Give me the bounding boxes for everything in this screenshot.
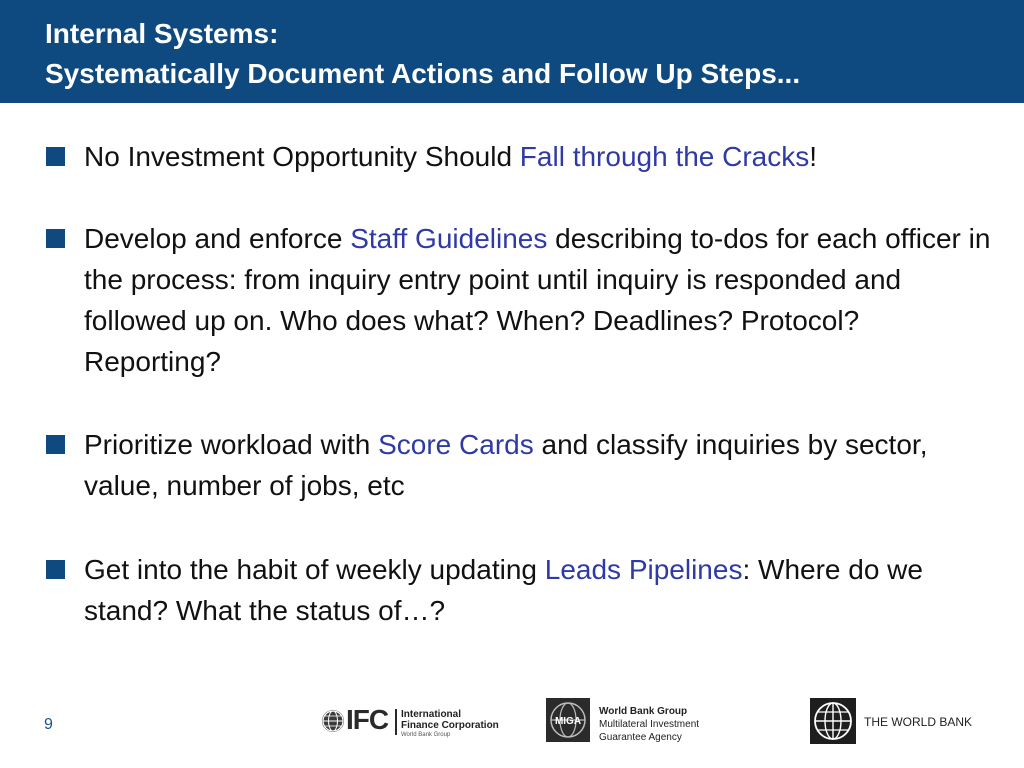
square-bullet-icon bbox=[46, 229, 65, 248]
bullet-item bbox=[84, 218, 994, 382]
square-bullet-icon bbox=[46, 147, 65, 166]
bullet-text-end: ! bbox=[809, 141, 818, 172]
ifc-wordmark: IFC bbox=[346, 704, 389, 735]
miga-name bbox=[599, 705, 699, 744]
ifc-logo bbox=[322, 706, 502, 738]
bullet-text: No Investment Opportunity Should bbox=[84, 141, 520, 172]
bullet-text-end: and classify inquiries by sector, value, number of jobs, etc bbox=[84, 429, 928, 501]
world-bank-name: THE WORLD BANK bbox=[864, 715, 973, 729]
slide-title-line-2: Systematically Document Actions and Follow Up Steps... bbox=[45, 58, 801, 89]
miga-name-line-1: World Bank Group bbox=[599, 706, 688, 717]
miga-name-line-2: Multilateral Investment bbox=[599, 719, 700, 730]
bullet-item bbox=[84, 136, 994, 177]
page-number: 9 bbox=[44, 716, 53, 733]
ifc-name-line-1: International bbox=[401, 709, 462, 720]
bullet-text: Get into the habit of weekly updating bbox=[84, 554, 545, 585]
miga-logo-text: MIGA bbox=[554, 716, 582, 727]
ifc-name-line-2: Finance Corporation bbox=[401, 720, 499, 731]
miga-name-line-3: Guarantee Agency bbox=[599, 732, 682, 743]
bullet-highlight: Score Cards bbox=[378, 429, 534, 460]
bullet-text: Prioritize workload with bbox=[84, 429, 379, 460]
ifc-divider bbox=[395, 709, 397, 735]
bullet-highlight: Staff Guidelines bbox=[350, 223, 548, 254]
square-bullet-icon bbox=[46, 560, 65, 579]
bullet-item bbox=[84, 424, 994, 506]
bullet-item bbox=[84, 549, 994, 631]
bullet-text-end: describing to-dos for each officer in the process: from inquiry entry point until inquiry is responded and followed up on. Who does what? When? Deadlines? Protocol? Reporting? bbox=[84, 223, 991, 377]
slide-title-line-1: Internal Systems: bbox=[45, 18, 279, 49]
bullet-text: Develop and enforce bbox=[84, 223, 351, 254]
ifc-name-line-3: World Bank Group bbox=[401, 732, 451, 738]
world-bank-globe-icon bbox=[810, 698, 856, 744]
miga-logo-icon bbox=[546, 698, 590, 742]
square-bullet-icon bbox=[46, 435, 65, 454]
bullet-highlight: Fall through the Cracks bbox=[519, 141, 810, 172]
ifc-name bbox=[401, 709, 511, 739]
bullet-highlight: Leads Pipelines bbox=[544, 554, 743, 585]
globe-icon bbox=[322, 710, 344, 732]
bullet-text-end: : Where do we stand? What the status of…? bbox=[84, 554, 923, 626]
